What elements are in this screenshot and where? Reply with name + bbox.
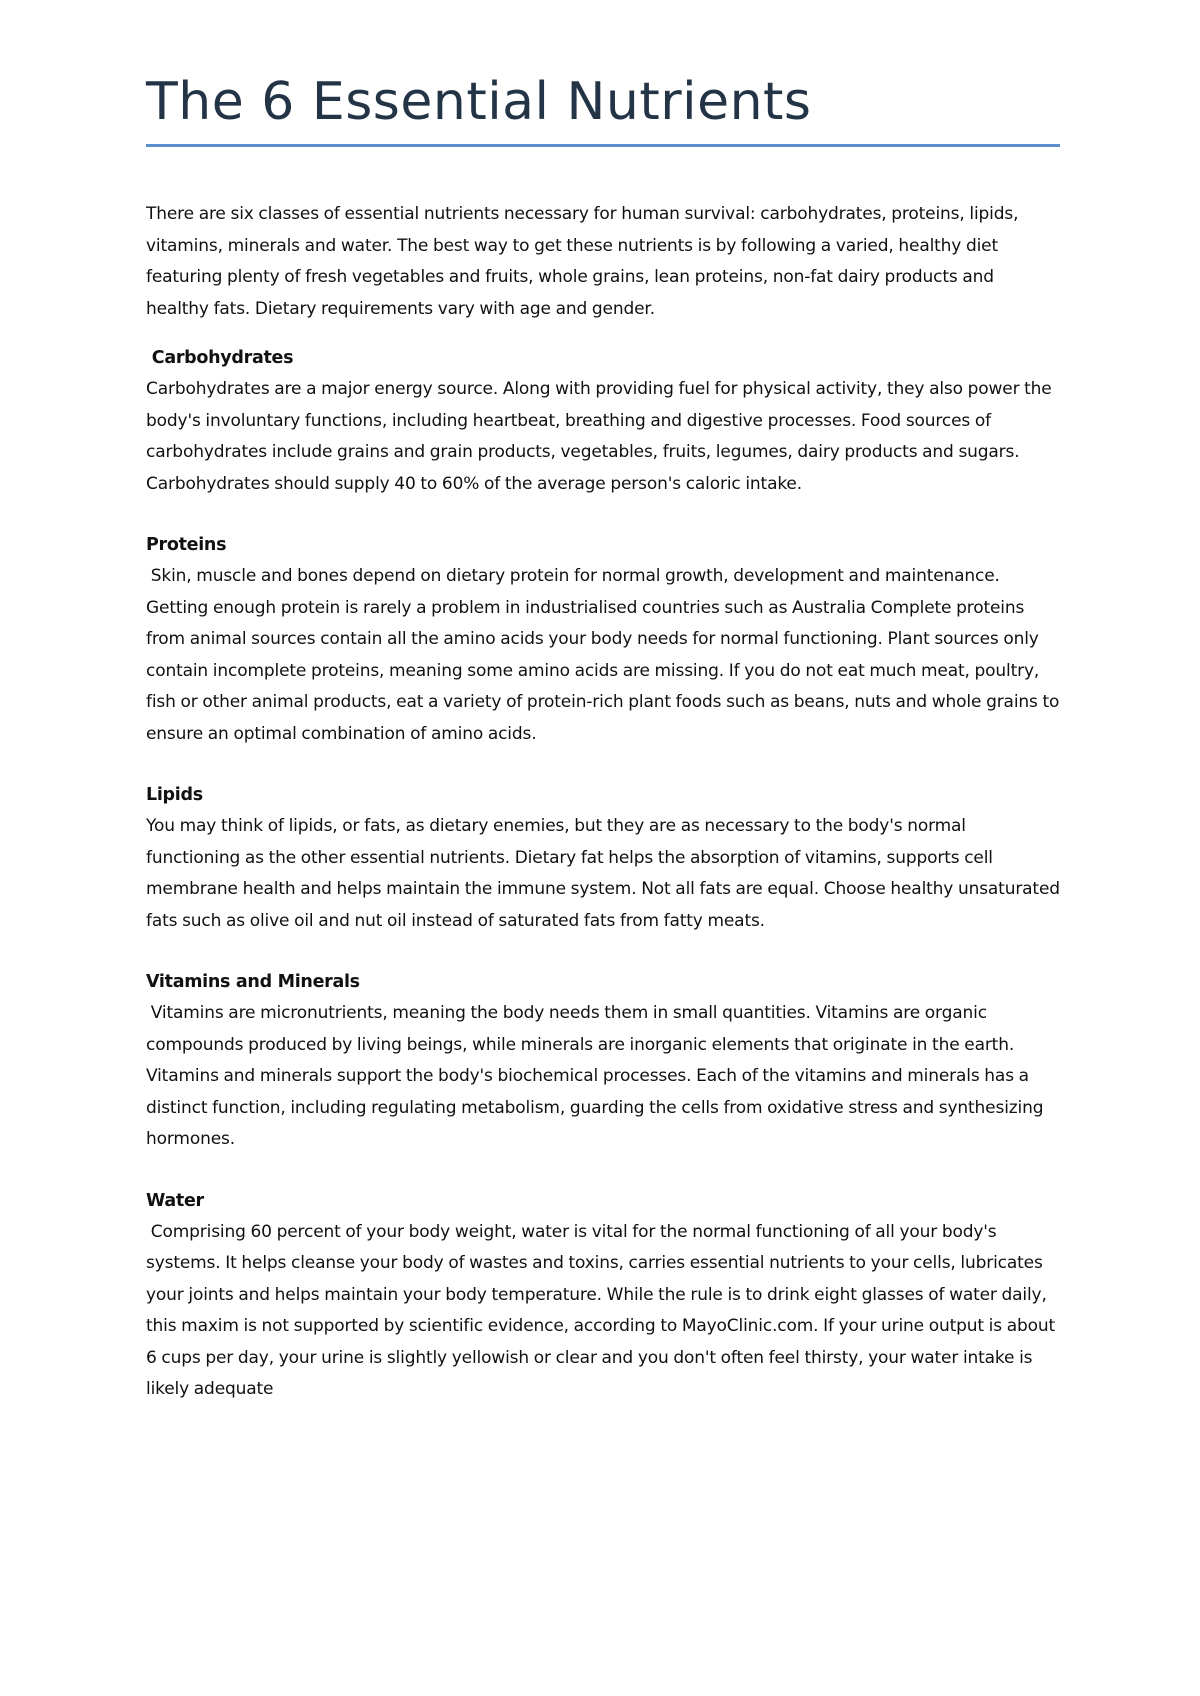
section-water <box>146 1186 1060 1406</box>
title-underline <box>146 144 1060 147</box>
section-heading-lipids: Lipids <box>146 785 203 805</box>
section-proteins <box>146 530 1065 750</box>
section-heading-carbohydrates: Carbohydrates <box>146 348 294 368</box>
document-page <box>146 64 1065 1436</box>
section-body-vitamins-minerals: Vitamins are micronutrients, meaning the body needs them in small quantities. Vitamins are organic compounds produced by living beings, while minerals are inorganic elements that originate in the earth. Vitamins and minerals support the body's biochemical processes. Each of the vitamins and minerals has a distinct function, including regulating metabolism, guarding the cells from oxidative stress and synthesizing hormones. <box>146 1003 1049 1149</box>
section-carbohydrates <box>146 343 1060 500</box>
section-heading-proteins: Proteins <box>146 535 227 555</box>
section-body-water: Comprising 60 percent of your body weight, water is vital for the normal functioning of all your body's systems. It helps cleanse your body of wastes and toxins, carries essential nutrients to your cells, lubricates your joints and helps maintain your body temperature. While the rule is to drink eight glasses of water daily, this maxim is not supported by scientific evidence, according to MayoClinic.com. If your urine output is about 6 cups per day, your urine is slightly yellowish or clear and you don't often feel thirsty, your water intake is likely adequate <box>146 1221 1060 1399</box>
section-lipids <box>146 780 1065 937</box>
section-heading-water: Water <box>146 1190 204 1211</box>
section-body-lipids: You may think of lipids, or fats, as dietary enemies, but they are as necessary to the body's normal functioning as the other essential nutrients. Dietary fat helps the absorption of vitamins, supports cell membrane health and helps maintain the immune system. Not all fats are equal. Choose healthy unsaturated fats such as olive oil and nut oil instead of saturated fats from fatty meats. <box>146 816 1065 931</box>
intro-paragraph: There are six classes of essential nutrients necessary for human survival: carbohydrates, proteins, lipids, vitamins, minerals and water. The best way to get these nutrients is by following a varied, healthy diet featuring plenty of fresh vegetables and fruits, whole grains, lean proteins, non-fat dairy products and healthy fats. Dietary requirements vary with age and gender. <box>146 204 1019 319</box>
section-body-proteins: Skin, muscle and bones depend on dietary protein for normal growth, development and maintenance. Getting enough protein is rarely a problem in industrialised countries such as Australia Complete proteins from animal sources contain all the amino acids your body needs for normal functioning. Plant sources only contain incomplete proteins, meaning some amino acids are missing. If you do not eat much meat, poultry, fish or other animal products, eat a variety of protein-rich plant foods such as beans, nuts and whole grains to ensure an optimal combination of amino acids. <box>146 566 1065 744</box>
section-heading-vitamins-minerals: Vitamins and Minerals <box>146 972 360 992</box>
section-body-carbohydrates: Carbohydrates are a major energy source. Along with providing fuel for physical activity, they also power the body's involuntary functions, including heartbeat, breathing and digestive processes. Food sources of carbohydrates include grains and grain products, vegetables, fruits, legumes, dairy products and sugars. Carbohydrates should supply 40 to 60% of the average person's caloric intake. <box>146 379 1057 494</box>
document-title: The 6 Essential Nutrients <box>146 72 812 132</box>
section-vitamins-minerals <box>146 967 1060 1156</box>
